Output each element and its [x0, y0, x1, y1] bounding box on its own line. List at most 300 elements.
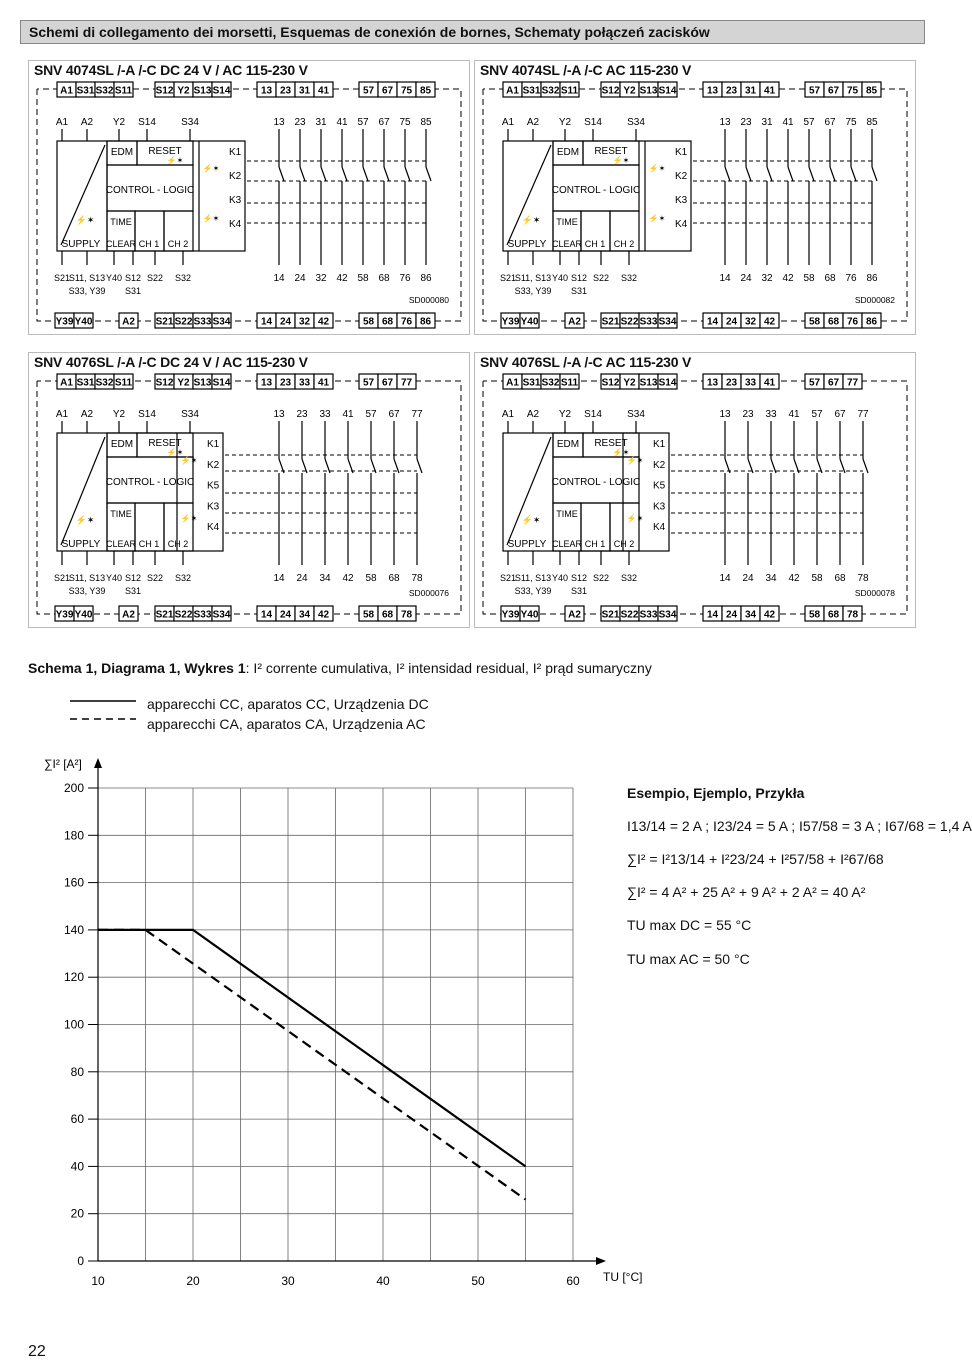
contact-bottom-label: 58 — [365, 573, 377, 584]
input-terminal-label: S14 — [584, 409, 602, 420]
input-bottom-label: Y40 — [551, 273, 569, 283]
y-tick-label: 80 — [70, 1064, 84, 1079]
bottom-terminal-label: 34 — [298, 609, 311, 621]
y-tick-label: 20 — [70, 1206, 84, 1221]
ch2-label: CH 2 — [613, 539, 635, 549]
reset-led-icon: ⚡✶ — [612, 448, 630, 457]
bottom-terminal-label: S22 — [174, 316, 193, 328]
top-terminal-label: Y2 — [623, 85, 636, 97]
contact-switch — [426, 167, 431, 181]
bottom-terminal-label: S34 — [212, 316, 231, 328]
reset-label: RESET — [148, 146, 182, 157]
supply-led-icon: ⚡✶ — [75, 215, 95, 225]
relay-label: K2 — [229, 171, 242, 182]
top-terminal-label: 57 — [362, 85, 375, 97]
top-terminal-label: 41 — [763, 377, 776, 389]
relay-label: K5 — [207, 480, 220, 492]
contact-bottom-label: 14 — [273, 273, 285, 284]
bottom-terminal-label: 68 — [381, 609, 394, 621]
top-terminal-label: S31 — [76, 377, 95, 389]
contact-bottom-label: 24 — [740, 273, 752, 284]
diagram-code: SD000078 — [854, 588, 895, 598]
input-bottom-label: S32 — [174, 573, 192, 583]
example-line-3: ∑I² = 4 A² + 25 A² + 9 A² + 2 A² = 40 A² — [627, 884, 866, 900]
top-terminal-label: Y2 — [623, 377, 636, 389]
x-tick-label: 50 — [471, 1274, 485, 1288]
top-terminal-label: S14 — [212, 377, 231, 389]
top-terminal-label: 23 — [279, 85, 292, 97]
contact-switch — [405, 167, 410, 181]
diagram-code: SD000080 — [408, 295, 449, 305]
top-terminal-label: A1 — [60, 85, 73, 97]
top-terminal-label: 33 — [744, 377, 757, 389]
bottom-terminal-label: 58 — [362, 609, 375, 621]
relay-led-icon: ⚡✶ — [180, 456, 198, 465]
example-title: Esempio, Ejemplo, Przykła — [627, 785, 805, 801]
bottom-terminal-label: A2 — [122, 316, 135, 328]
bottom-terminal-label: 58 — [362, 316, 375, 328]
contact-bottom-label: 76 — [399, 273, 411, 284]
contact-bottom-label: 68 — [824, 273, 836, 284]
input-bottom-label: S12 — [570, 273, 588, 283]
input-bottom-label: S33, Y39 — [68, 586, 106, 596]
top-terminal-label: S32 — [541, 377, 560, 389]
bottom-terminal-label: 68 — [381, 316, 394, 328]
relay-label: K3 — [229, 195, 242, 206]
bottom-terminal-label: 58 — [808, 316, 821, 328]
y-tick-label: 200 — [63, 781, 84, 795]
input-terminal-label: Y2 — [558, 117, 572, 128]
wiring-diagram-svg — [475, 79, 917, 335]
y-tick-label: 180 — [63, 828, 84, 843]
relay-label: K3 — [653, 501, 666, 513]
y-axis-title: ∑I² [A²] — [44, 757, 82, 771]
contact-bottom-label: 24 — [294, 273, 306, 284]
x-tick-label: 20 — [186, 1274, 200, 1288]
bottom-terminal-label: 42 — [317, 609, 330, 621]
input-bottom-label: S12 — [124, 573, 142, 583]
panel-title: SNV 4076SL /-A /-C AC 115-230 V — [480, 354, 692, 370]
contact-top-label: 13 — [719, 117, 731, 128]
wiring-diagram-panel-2 — [474, 60, 916, 335]
bottom-terminal-label: 24 — [279, 609, 292, 621]
bottom-terminal-label: 14 — [260, 609, 273, 621]
bottom-terminal-label: S34 — [658, 316, 677, 328]
relay-label: K4 — [675, 219, 688, 230]
top-terminal-label: S32 — [541, 85, 560, 97]
contact-top-label: 41 — [336, 117, 348, 128]
input-bottom-label: S22 — [592, 573, 610, 583]
bottom-terminal-label: 86 — [865, 316, 878, 328]
reset-led-icon: ⚡✶ — [166, 156, 184, 165]
input-terminal-label: S14 — [138, 117, 156, 128]
contact-switch — [725, 167, 730, 181]
page-number: 22 — [28, 1343, 46, 1360]
contact-switch — [300, 167, 305, 181]
y-axis-arrow — [94, 758, 102, 768]
bottom-terminal-label: S21 — [601, 316, 620, 328]
supply-diagonal — [507, 437, 551, 545]
control-label: CONTROL - LOGIC — [105, 477, 195, 488]
bottom-terminal-label: 68 — [827, 609, 840, 621]
top-terminal-label: S11 — [114, 377, 133, 389]
relay-led-icon: ⚡✶ — [648, 164, 666, 173]
bottom-terminal-label: 58 — [808, 609, 821, 621]
reset-label: RESET — [148, 438, 182, 449]
bottom-terminal-label: A2 — [568, 609, 581, 621]
schema-caption — [28, 660, 652, 676]
bottom-terminal-label: Y40 — [74, 609, 93, 621]
contact-top-label: 41 — [788, 409, 800, 420]
example-line-5: TU max AC = 50 °C — [627, 951, 750, 967]
relay-led-icon: ⚡✶ — [202, 164, 220, 173]
supply-label: SUPPLY — [61, 239, 101, 250]
wiring-diagram-panel-3 — [28, 352, 470, 628]
clear-label: CLEAR — [551, 539, 583, 549]
supply-diagonal — [507, 145, 551, 245]
bottom-terminal-label: Y40 — [520, 316, 539, 328]
contact-bottom-label: 68 — [388, 573, 400, 584]
input-bottom-label: S11, S13 — [514, 273, 552, 283]
top-terminal-label: 57 — [362, 377, 375, 389]
time-label: TIME — [556, 217, 578, 227]
input-bottom-label: S22 — [592, 273, 610, 283]
relay-label: K4 — [653, 522, 666, 534]
contact-switch — [830, 167, 835, 181]
top-terminal-label: 41 — [317, 85, 330, 97]
bottom-terminal-label: 24 — [725, 316, 738, 328]
top-terminal-label: S14 — [658, 377, 677, 389]
contact-top-label: 57 — [357, 117, 369, 128]
input-bottom-label: S21 — [499, 273, 517, 283]
logic-block — [57, 433, 223, 551]
x-tick-label: 10 — [91, 1274, 105, 1288]
supply-led-icon: ⚡✶ — [521, 515, 541, 525]
top-terminal-label: 85 — [419, 85, 432, 97]
top-terminal-label: S13 — [639, 377, 658, 389]
input-bottom-label: S21 — [499, 573, 517, 583]
input-terminal-label: Y2 — [112, 117, 126, 128]
contact-switch — [363, 167, 368, 181]
input-bottom-label: Y40 — [105, 573, 123, 583]
top-terminal-label: 33 — [298, 377, 311, 389]
contact-switch — [384, 167, 389, 181]
top-terminal-label: 67 — [827, 377, 840, 389]
top-terminal-label: S32 — [95, 377, 114, 389]
bottom-terminal-label: 32 — [298, 316, 311, 328]
top-terminal-label: S12 — [601, 85, 620, 97]
top-terminal-label: S31 — [522, 85, 541, 97]
contact-bottom-label: 42 — [342, 573, 354, 584]
bottom-terminal-label: 32 — [744, 316, 757, 328]
top-terminal-label: S13 — [193, 377, 212, 389]
bottom-terminal-label: 24 — [279, 316, 292, 328]
top-terminal-label: S13 — [193, 85, 212, 97]
bottom-terminal-label: Y39 — [501, 316, 520, 328]
logic-block — [503, 141, 691, 251]
reset-led-icon: ⚡✶ — [612, 156, 630, 165]
input-terminal-label: A1 — [501, 409, 515, 420]
contact-bottom-label: 42 — [336, 273, 348, 284]
bottom-terminal-label: Y40 — [520, 609, 539, 621]
relay-led-icon: ⚡✶ — [202, 214, 220, 223]
diagram-code: SD000082 — [854, 295, 895, 305]
bottom-terminal-label: Y40 — [74, 316, 93, 328]
bottom-terminal-label: 76 — [400, 316, 413, 328]
supply-diagonal — [61, 437, 105, 545]
contact-bottom-label: 42 — [782, 273, 794, 284]
top-terminal-label: 23 — [725, 85, 738, 97]
contact-switch — [788, 167, 793, 181]
bottom-terminal-label: Y39 — [55, 609, 74, 621]
derating-chart — [0, 748, 643, 1348]
bottom-terminal-label: S34 — [212, 609, 231, 621]
top-terminal-label: 13 — [260, 85, 273, 97]
schema-caption-text: : I² corrente cumulativa, I² intensidad residual, I² prąd sumaryczny — [245, 660, 652, 676]
y-tick-label: 100 — [63, 1017, 84, 1032]
top-terminal-label: S11 — [114, 85, 133, 97]
contact-top-label: 41 — [782, 117, 794, 128]
contact-bottom-label: 86 — [866, 273, 878, 284]
contact-top-label: 67 — [388, 409, 400, 420]
input-bottom-label: S11, S13 — [514, 573, 552, 583]
bottom-terminal-label: 68 — [827, 316, 840, 328]
example-line-1: I13/14 = 2 A ; I23/24 = 5 A ; I57/58 = 3 A ; I67/68 = 1,4 A — [627, 818, 972, 834]
reset-label: RESET — [594, 438, 628, 449]
top-terminal-label: S14 — [212, 85, 231, 97]
top-terminal-label: Y2 — [177, 85, 190, 97]
legend-dc-label: apparecchi CC, aparatos CC, Urządzenia DC — [147, 696, 429, 712]
bottom-terminal-label: 24 — [725, 609, 738, 621]
top-terminal-label: A1 — [506, 85, 519, 97]
edm-label: EDM — [110, 147, 134, 158]
bottom-terminal-label: A2 — [568, 316, 581, 328]
top-terminal-label: 13 — [706, 85, 719, 97]
bottom-terminal-label: S33 — [193, 609, 212, 621]
contact-bottom-label: 32 — [315, 273, 327, 284]
input-terminal-label: A2 — [80, 409, 94, 420]
relay-label: K3 — [675, 195, 688, 206]
input-bottom-label: S31 — [570, 586, 588, 596]
contact-switch — [417, 459, 422, 473]
control-label: CONTROL - LOGIC — [105, 185, 195, 196]
x-tick-label: 40 — [376, 1274, 390, 1288]
top-terminal-label: Y2 — [177, 377, 190, 389]
bottom-terminal-label: S22 — [620, 316, 639, 328]
top-terminal-label: 31 — [744, 85, 757, 97]
input-bottom-label: S11, S13 — [68, 573, 106, 583]
contact-top-label: 57 — [365, 409, 377, 420]
y-tick-label: 160 — [63, 875, 84, 890]
top-terminal-label: S12 — [601, 377, 620, 389]
logic-block — [503, 433, 669, 551]
contact-bottom-label: 32 — [761, 273, 773, 284]
relay-label: K2 — [653, 459, 666, 471]
panel-title: SNV 4074SL /-A /-C AC 115-230 V — [480, 62, 692, 78]
bottom-terminal-label: 86 — [419, 316, 432, 328]
contact-bottom-label: 58 — [357, 273, 369, 284]
contact-bottom-label: 78 — [857, 573, 869, 584]
top-terminal-label: 13 — [260, 377, 273, 389]
ch1-label: CH 1 — [584, 539, 606, 549]
relay-label: K4 — [229, 219, 242, 230]
contact-switch — [809, 167, 814, 181]
contact-switch — [767, 167, 772, 181]
contact-bottom-label: 78 — [411, 573, 423, 584]
y-tick-label: 120 — [63, 970, 84, 985]
edm-label: EDM — [556, 439, 580, 450]
series-line-dashed — [98, 930, 526, 1200]
bottom-terminal-label: S33 — [639, 609, 658, 621]
contact-switch — [872, 167, 877, 181]
control-label: CONTROL - LOGIC — [551, 477, 641, 488]
input-terminal-label: A2 — [526, 117, 540, 128]
contact-top-label: 75 — [399, 117, 411, 128]
contact-switch — [321, 167, 326, 181]
wiring-diagram-panel-4 — [474, 352, 916, 628]
ch2-label: CH 2 — [167, 239, 189, 249]
contact-bottom-label: 14 — [719, 573, 731, 584]
top-terminal-label: S13 — [639, 85, 658, 97]
reset-label: RESET — [594, 146, 628, 157]
supply-led-icon: ⚡✶ — [521, 215, 541, 225]
top-terminal-label: S14 — [658, 85, 677, 97]
relay-label: K1 — [675, 147, 688, 158]
bottom-terminal-label: 14 — [706, 609, 719, 621]
contact-bottom-label: 58 — [811, 573, 823, 584]
diagram-code: SD000076 — [408, 588, 449, 598]
y-tick-label: 60 — [70, 1112, 84, 1127]
clear-label: CLEAR — [105, 239, 137, 249]
top-terminal-label: A1 — [60, 377, 73, 389]
bottom-terminal-label: 78 — [846, 609, 859, 621]
bottom-terminal-label: S34 — [658, 609, 677, 621]
time-label: TIME — [110, 217, 132, 227]
relay-label: K1 — [207, 439, 220, 450]
input-bottom-label: S33, Y39 — [514, 286, 552, 296]
bottom-terminal-label: S33 — [639, 316, 658, 328]
input-terminal-label: S14 — [584, 117, 602, 128]
contact-bottom-label: 24 — [296, 573, 308, 584]
input-bottom-label: S11, S13 — [68, 273, 106, 283]
relay-label: K5 — [653, 480, 666, 492]
contact-top-label: 67 — [834, 409, 846, 420]
relay-label: K3 — [207, 501, 220, 513]
bottom-terminal-label: 14 — [260, 316, 273, 328]
example-line-2: ∑I² = I²13/14 + I²23/24 + I²57/58 + I²67/68 — [627, 851, 884, 867]
top-terminal-label: 77 — [846, 377, 859, 389]
y-tick-label: 40 — [70, 1159, 84, 1174]
ch1-label: CH 1 — [584, 239, 606, 249]
supply-label: SUPPLY — [507, 239, 547, 250]
relay-label: K1 — [229, 147, 242, 158]
bottom-terminal-label: 76 — [846, 316, 859, 328]
top-terminal-label: 85 — [865, 85, 878, 97]
top-terminal-label: S11 — [560, 377, 579, 389]
bottom-terminal-label: Y39 — [55, 316, 74, 328]
input-bottom-label: S32 — [174, 273, 192, 283]
contact-top-label: 85 — [420, 117, 432, 128]
top-terminal-label: 57 — [808, 377, 821, 389]
bottom-terminal-label: S22 — [620, 609, 639, 621]
input-bottom-label: S33, Y39 — [68, 286, 106, 296]
relay-label: K1 — [653, 439, 666, 450]
supply-led-icon: ⚡✶ — [75, 515, 95, 525]
contact-top-label: 31 — [761, 117, 773, 128]
contact-switch — [746, 167, 751, 181]
relay-label: K2 — [675, 171, 688, 182]
contact-switch — [279, 167, 284, 181]
x-axis-arrow — [596, 1257, 606, 1265]
bottom-terminal-label: S33 — [193, 316, 212, 328]
bottom-terminal-label: Y39 — [501, 609, 520, 621]
logic-block — [57, 141, 245, 251]
bottom-terminal-label: 34 — [744, 609, 757, 621]
contact-top-label: 33 — [765, 409, 777, 420]
top-terminal-label: 31 — [298, 85, 311, 97]
legend-ac-label: apparecchi CA, aparatos CA, Urządzenia AC — [147, 716, 426, 732]
top-terminal-label: S11 — [560, 85, 579, 97]
contact-bottom-label: 42 — [788, 573, 800, 584]
contact-top-label: 23 — [742, 409, 754, 420]
relay-label: K4 — [207, 522, 220, 534]
top-terminal-label: 67 — [827, 85, 840, 97]
input-terminal-label: Y2 — [112, 409, 126, 420]
input-terminal-label: S34 — [627, 117, 645, 128]
contact-top-label: 57 — [803, 117, 815, 128]
contact-top-label: 77 — [411, 409, 423, 420]
top-terminal-label: 75 — [400, 85, 413, 97]
supply-label: SUPPLY — [507, 539, 547, 550]
contact-top-label: 23 — [740, 117, 752, 128]
contact-top-label: 13 — [273, 409, 285, 420]
input-bottom-label: S12 — [124, 273, 142, 283]
clear-label: CLEAR — [105, 539, 137, 549]
top-terminal-label: 23 — [279, 377, 292, 389]
wiring-diagram-svg — [29, 371, 471, 628]
x-axis-title: TU [°C] — [603, 1270, 643, 1284]
input-bottom-label: S21 — [53, 573, 71, 583]
top-terminal-label: 67 — [381, 377, 394, 389]
top-terminal-label: 41 — [763, 85, 776, 97]
contact-bottom-label: 76 — [845, 273, 857, 284]
reset-led-icon: ⚡✶ — [166, 448, 184, 457]
contact-bottom-label: 68 — [834, 573, 846, 584]
input-terminal-label: S34 — [181, 409, 199, 420]
top-terminal-label: 13 — [706, 377, 719, 389]
ch1-label: CH 1 — [138, 539, 160, 549]
contact-top-label: 23 — [296, 409, 308, 420]
input-terminal-label: Y2 — [558, 409, 572, 420]
section-title: Schemi di collegamento dei morsetti, Esquemas de conexión de bornes, Schematy połączeń zacisków — [29, 24, 710, 40]
edm-label: EDM — [556, 147, 580, 158]
input-bottom-label: S32 — [620, 573, 638, 583]
edm-label: EDM — [110, 439, 134, 450]
input-terminal-label: A1 — [501, 117, 515, 128]
top-terminal-label: S12 — [155, 85, 174, 97]
contact-bottom-label: 14 — [719, 273, 731, 284]
ch1-label: CH 1 — [138, 239, 160, 249]
contact-top-label: 67 — [378, 117, 390, 128]
wiring-diagram-svg — [475, 371, 917, 628]
bottom-terminal-label: 78 — [400, 609, 413, 621]
input-terminal-label: A2 — [526, 409, 540, 420]
wiring-diagram-svg — [29, 79, 471, 335]
input-bottom-label: Y40 — [551, 573, 569, 583]
input-bottom-label: S31 — [570, 286, 588, 296]
top-terminal-label: 41 — [317, 377, 330, 389]
bottom-terminal-label: 42 — [317, 316, 330, 328]
